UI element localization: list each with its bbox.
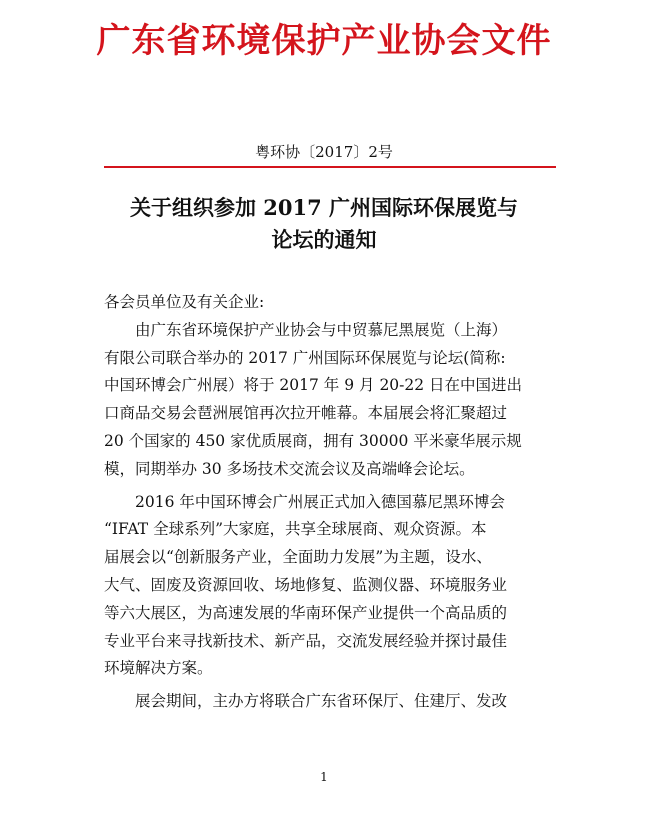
paragraph-1-line: 中国环博会广州展）将于 2017 年 9 月 20-22 日在中国进出 — [104, 376, 523, 395]
paragraph-1-line: 模，同期举办 30 多场技术交流会议及高端峰会论坛。 — [104, 459, 475, 478]
paragraph-2-line: 等六大展区，为高速发展的华南环保产业提供一个高品质的 — [104, 603, 508, 622]
paragraph-3-line: 展会期间，主办方将联合广东省环保厅、住建厅、发改 — [135, 692, 508, 711]
notice-title-line-2: 论坛的通知 — [271, 227, 377, 252]
notice-title — [80, 192, 568, 256]
paragraph-2-line: 环境解决方案。 — [104, 659, 213, 678]
paragraph-2-line: 大气、固废及资源回收、场地修复、监测仪器、环境服务业 — [104, 575, 508, 594]
paragraph-1-line: 由广东省环境保护产业协会与中贸慕尼黑展览（上海） — [135, 320, 508, 339]
document-header-title: 广东省环境保护产业协会文件 — [96, 21, 552, 61]
paragraph-1-line: 有限公司联合举办的 2017 广州国际环保展览与论坛(简称: — [104, 348, 506, 367]
paragraph-3 — [104, 688, 556, 716]
paragraph-2-line: “IFAT 全球系列”大家庭，共享全球展商、观众资源。本 — [104, 520, 487, 539]
header-divider — [104, 166, 556, 168]
paragraph-2-line: 2016 年中国环博会广州展正式加入德国慕尼黑环博会 — [135, 492, 505, 511]
page-number: 1 — [320, 770, 328, 784]
notice-title-line-1: 关于组织参加 2017 广州国际环保展览与 — [129, 195, 519, 220]
salutation: 各会员单位及有关企业: — [104, 293, 265, 311]
paragraph-1-line: 口商品交易会琶洲展馆再次拉开帷幕。本届展会将汇聚超过 — [104, 404, 508, 423]
paragraph-2-line: 届展会以“创新服务产业，全面助力发展”为主题，设水、 — [104, 548, 492, 567]
notice-body — [104, 289, 556, 716]
paragraph-1-line: 20 个国家的 450 家优质展商，拥有 30000 平米豪华展示规 — [104, 431, 522, 450]
paragraph-2 — [104, 489, 556, 684]
document-number: 粤环协〔2017〕2号 — [255, 143, 393, 161]
paragraph-1 — [104, 317, 556, 484]
paragraph-2-line: 专业平台来寻找新技术、新产品，交流发展经验并探讨最佳 — [104, 631, 508, 650]
